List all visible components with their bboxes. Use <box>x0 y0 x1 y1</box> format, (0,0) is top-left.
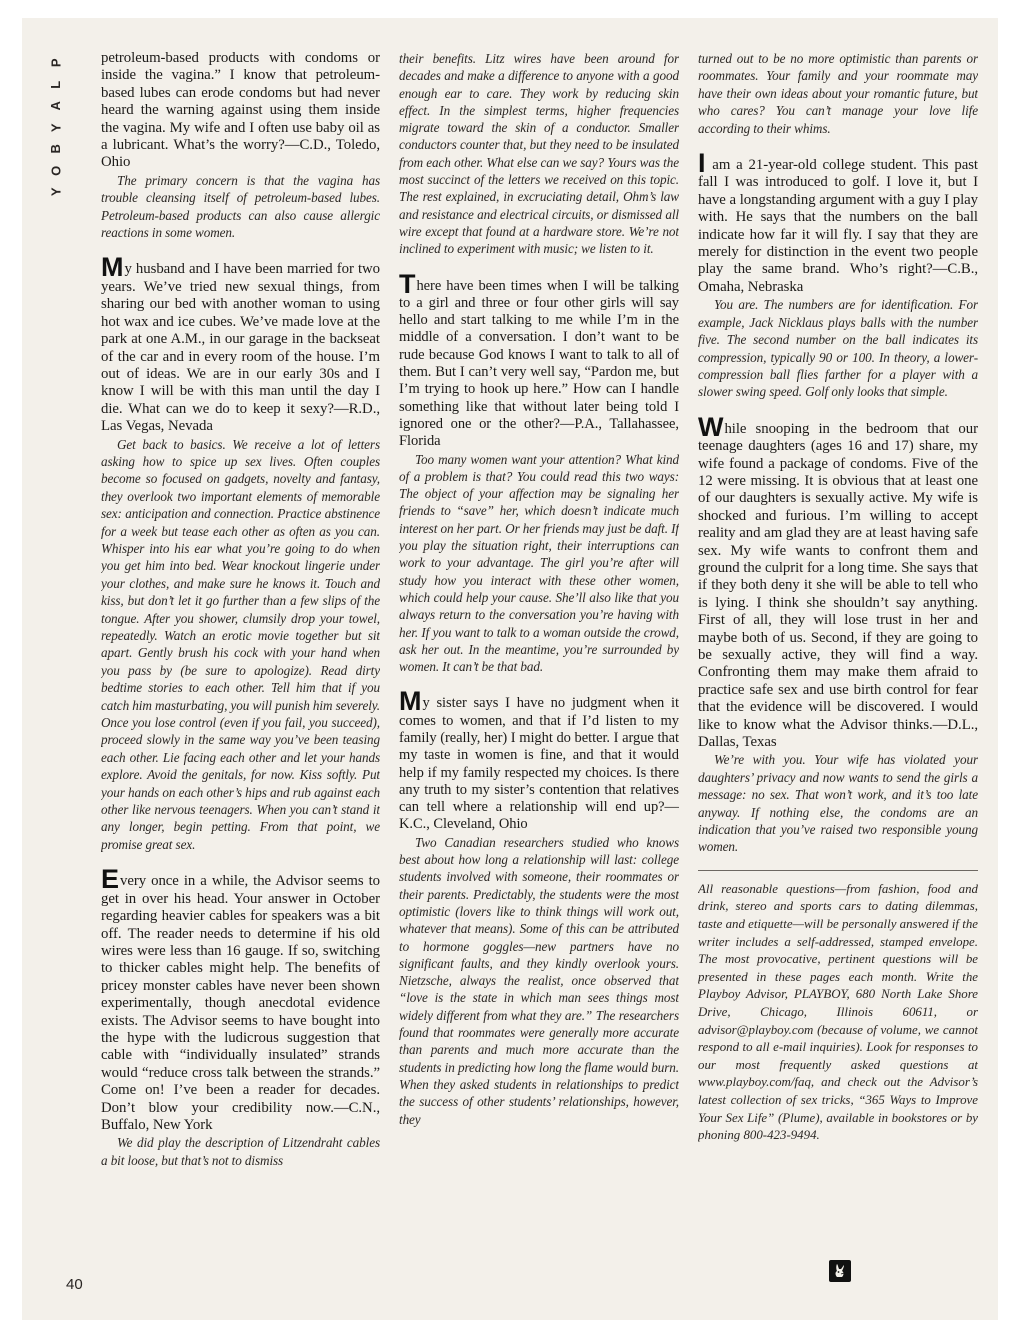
drop-cap: T <box>399 268 416 299</box>
sidebar-letter: P <box>48 58 64 68</box>
advisor-answer-continued: their benefits. Litz wires have been around for decades and make a difference to anyone with a good enough ear to care. They work by reducing skin effect. In the simplest terms, higher frequencies migrate toward the skin of a conductor. Smaller conductors counter that, but they need to be insulated from each other. What else can we say? Yours was the most succinct of the letters we received on this topic. The rest explained, in excruciating detail, Ohm’s law and resistance and electrical circuits, or dismissed all wire except that found at a hardware store. We’re not inclined to experiment with music; we listen to it. <box>399 51 679 257</box>
drop-cap: I <box>698 148 706 179</box>
advisor-answer: We did play the description of Litzendraht cables a bit loose, but that’s not to dismiss <box>101 1135 380 1168</box>
letter-body: y sister says I have no judgment when it comes to women, and that if I’d listen to my family (really, her) I might do better. I argue that my taste in women is fine, and that it would help if my family respected my choices. Is there any truth to my sister’s contention that relatives can tell where a relationship will end up?—K.C., Cleveland, Ohio <box>399 695 679 833</box>
column-2 <box>399 50 679 1304</box>
letter-body: hile snooping in the bedroom that our teenage daughters (ages 16 and 17) share, my wife found a package of condoms. Five of the 12 were missing. It is obvious that at least one of our daughters is sexually active. My wife is shocked and furious. I’m willing to accept reality and am glad they are at least having safe sex. My wife wants to confront them and ground the culprit for a long time. She says that if they both deny it she will be able to tell who is lying. I think she shouldn’t say anything. First of all, they will lose trust in her and maybe both of us. Second, if they are going to be sexually active, they will find a way. Confronting them may make them afraid to practice safe sex and use birth control for fear that the evidence will be discovered. I would like to know what the Advisor thinks.—D.L., Dallas, Texas <box>698 420 978 751</box>
drop-cap: W <box>698 411 724 442</box>
sidebar-letter: A <box>48 101 64 111</box>
letter-text: petroleum-based products with condoms or inside the vagina.” I know that petroleum-based lubes can erode condoms but had never heard the warning against using them inside the vagina. My wife and I often use baby oil as a lubricant. What’s the worry?—C.D., Toledo, Ohio <box>101 50 380 171</box>
letter-text <box>101 864 380 1134</box>
footer-divider <box>698 870 978 871</box>
letter-body: here have been times when I will be talking to a girl and three or four other girls will say hello and start talking to me while I’m in the middle of a conversation. I don’t want to be rude because God knows I want to talk to all of them. But I can’t very well say, “Pardon me, but I’m trying to hook up here.” How can I handle something like that without later being told I ignored one or the other?—P.A., Tallahassee, Florida <box>399 277 679 450</box>
column-1 <box>101 50 380 1304</box>
advisor-answer-continued: turned out to be no more optimistic than parents or roommates. Your family and your roommate may have their own ideas about your romantic future, but who cares? You can’t manage your love life according to their whims. <box>698 51 978 136</box>
drop-cap: M <box>101 252 124 283</box>
letter-body: y husband and I have been married for two years. We’ve tried new sexual things, from sharing our bed with another woman to using hot wax and ice cubes. We’ve made love at the park at one A.M., in our garage in the backseat of the car and in every room of the house. I’m out of ideas. We are in our early 30s and I know I will be with this man until the day I die. What can we do to keep it sexy?—R.D., Las Vegas, Nevada <box>101 261 380 435</box>
page-number: 40 <box>66 1276 83 1293</box>
letter-body: am a 21-year-old college student. This past fall I was introduced to golf. I love it, but I have a longstanding argument with a guy I play with. He says that the numbers on the ball indicate how far it will fly. I say that they are merely for distinction in the event two people play the same brand. Who’s right?—C.B., Omaha, Nebraska <box>698 157 978 295</box>
letter-text <box>399 686 679 833</box>
letter-text <box>698 148 978 296</box>
sidebar-letter: Y <box>48 187 64 197</box>
submission-footer: All reasonable questions—from fashion, food and drink, stereo and sports cars to dating dilemmas, taste and etiquette—will be personally answered if the writer includes a self-addressed, stamped envelope. The most provocative, pertinent questions will be presented in these pages each month. Write the Playboy Advisor, PLAYBOY, 680 North Lake Shore Drive, Chicago, Illinois 60611, or advisor@playboy.com (because of volume, we cannot respond to all e-mail inquiries). Look for responses to our most frequently asked questions at www.playboy.com/faq, and check out the Advisor’s latest collection of sex tricks, “365 Ways to Improve Your Sex Life” (Plume), available in bookstores or by phoning 800-423-9494. <box>698 881 978 1143</box>
sidebar-letter: B <box>48 144 64 154</box>
magazine-name-vertical <box>48 52 64 203</box>
letter-text <box>399 268 679 451</box>
column-3 <box>698 50 978 1272</box>
magazine-page <box>22 18 998 1320</box>
letter-text <box>101 252 380 435</box>
advisor-answer: Get back to basics. We receive a lot of letters asking how to spice up sex lives. Often couples become so focused on gadgets, novelty and fantasy, they overlook two important elements of memorable sex: anticipation and connection. Practice abstinence for a week but tease each other as often as you can. Whisper into his ear what you’re going to do when you get him into bed. Wear knockout lingerie under your clothes, and make sure he knows it. Touch and kiss, but don’t let it go further than a few slips of the tongue. After you shower, clumsily drop your towel, repeatedly. Watch an erotic movie together but sit apart. Gently brush his cock with your hand when you pass by (be sure to apologize). Read dirty bedtime stories to each other. Tell him that if you catch him masturbating, you will punish him severely. Once you lose control (even if you fail, you succeed), proceed slowly in the same way you’ve been teasing each other. Lie facing each other and let your hands explore. Avoid the genitals, for now. Kiss softly. Put your hands on each other’s hips and rub against each other like nervous teenagers. When you can’t stand it any longer, begin petting. From that point, we promise great sex. <box>101 436 380 852</box>
advisor-answer: Two Canadian researchers studied who knows best about how long a relationship will last: college students involved with someone, their roommates or their parents. Predictably, the students were the most optimistic (lovers like to think things will work out, whatever that means). Some of this can be attributed to hormone goggles—new partners have no significant faults, and they kindly overlook yours. Nietzsche, always the realist, once observed that “love is the state in which man sees things most widely different from what they are.” The researchers found that roommates were generally more accurate than parents and much more accurate than the students in predicting how long the flame would burn. When they asked students in relationships to predict the success of other students’ relationships, however, they <box>399 834 679 1127</box>
advisor-answer: We’re with you. Your wife has violated your daughters’ privacy and now wants to send the girls a message: no sex. That won’t work, and it’s too late anyway. If nothing else, the condoms are an indication that you’ve raised two responsible young women. <box>698 752 978 855</box>
sidebar-letter: O <box>48 165 64 176</box>
advisor-answer: You are. The numbers are for identification. For example, Jack Nicklaus plays balls with the number five. The second number on the ball indicates its compression, typically 90 or 100. In theory, a lower-compression ball flies farther for a player with a slower swing speed. Golf only looks that simple. <box>698 297 978 400</box>
letter-body: very once in a while, the Advisor seems to get in over his head. Your answer in October regarding heavier cables for speakers was a bit off. The reader needs to determine if his old wires were less than 16 gauge. If so, switching to thicker cables might help. The benefits of pricey monster cables have never been shown experimentally, though anecdotal evidence exists. The Advisor seems to have bought into the hype with the ludicrous suggestion that cable with “individually insulated” strands would “reduce cross talk between the strands.” Come on! I’ve been a reader for decades. Don’t blow your credibility now.—C.N., Buffalo, New York <box>101 873 380 1133</box>
sidebar-letter: L <box>48 80 64 89</box>
rabbit-head-logo-icon <box>829 1260 851 1282</box>
sidebar-letter: Y <box>48 122 64 132</box>
drop-cap: M <box>399 686 422 717</box>
advisor-answer: Too many women want your attention? What kind of a problem is that? You could read this two ways: The object of your affection may be signaling her friends to “save” her, which doesn’t indicate much interest on her part. Or her friends may just be daft. If you play the situation right, their interruptions can work to your advantage. The girl you’re after will study how you interact with these other women, which could help your cause. She’ll also like that you always return to the conversation you’re having with her. If you want to talk to a woman outside the crowd, ask her out. In the meantime, you’re surrounded by women. It can’t be that bad. <box>399 451 679 675</box>
drop-cap: E <box>101 864 119 895</box>
advisor-answer: The primary concern is that the vagina has trouble cleansing itself of petroleum-based lubes. Petroleum-based products can also cause allergic reactions in some women. <box>101 172 380 241</box>
letter-text <box>698 411 978 752</box>
